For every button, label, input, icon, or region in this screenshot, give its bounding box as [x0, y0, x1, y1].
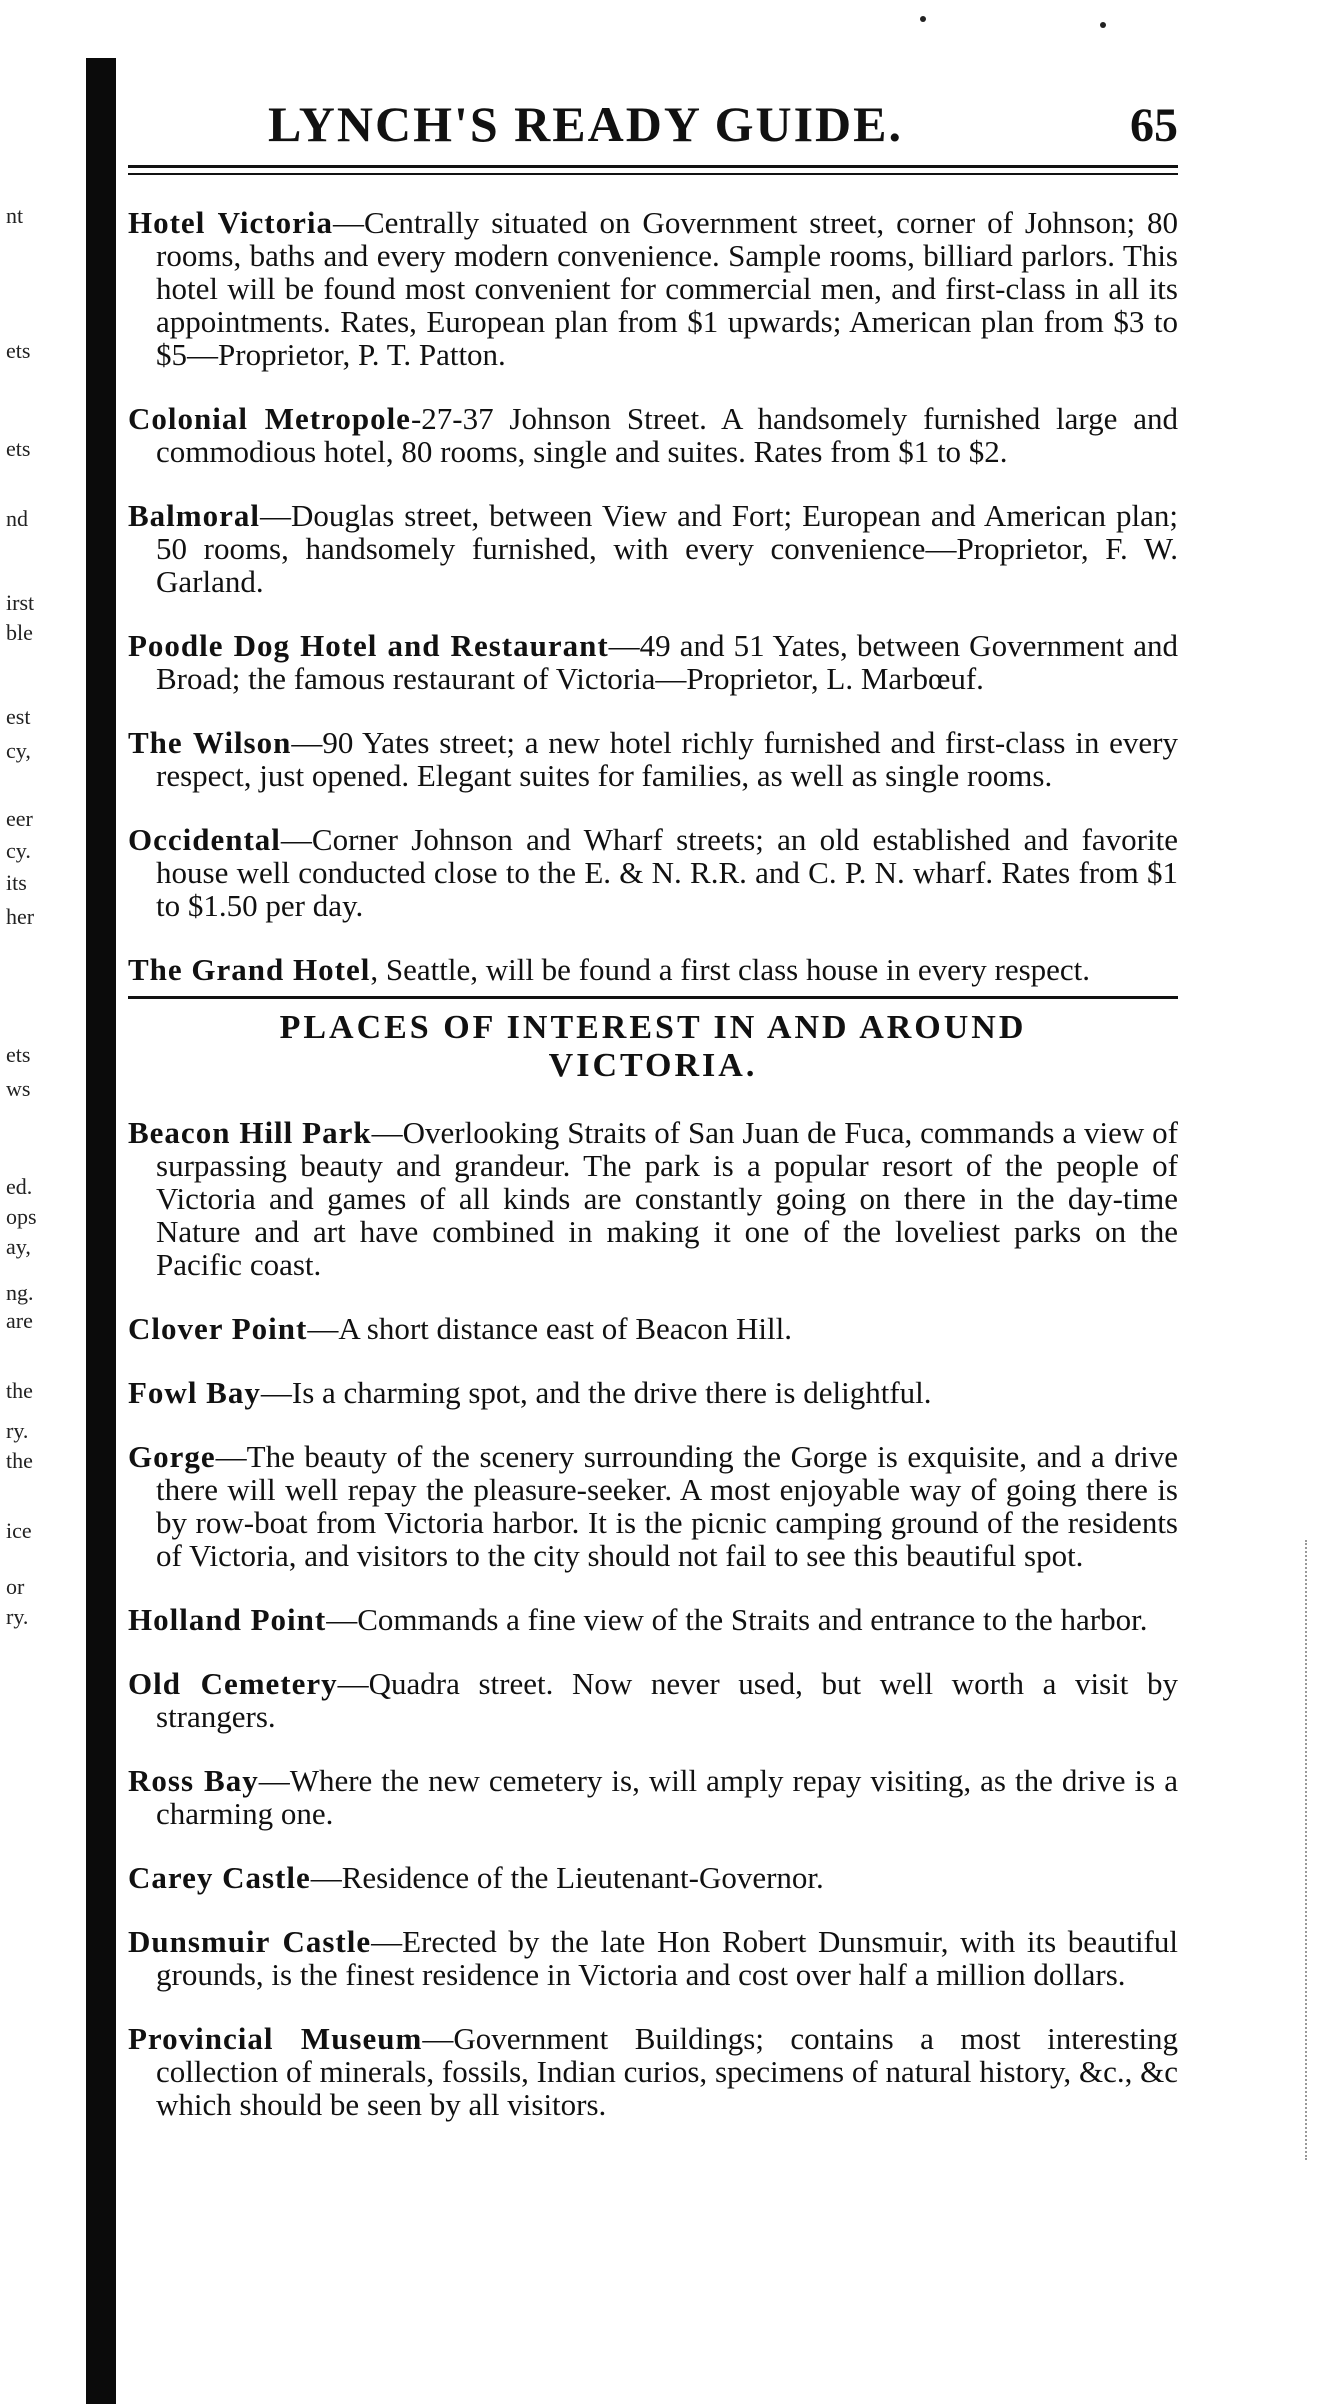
running-header — [128, 95, 1178, 153]
list-item — [128, 726, 1178, 792]
gutter-text: ble — [6, 620, 33, 645]
gutter-text: eer — [6, 806, 33, 831]
places-list — [128, 1116, 1178, 2121]
list-item — [128, 629, 1178, 695]
entry-text: —The beauty of the scenery surrounding the Gorge is exquisite, and a drive there will well repay the pleasure-seeker. A most enjoyable way of going there is by row-boat from Victoria harbor. It is the picnic camping ground of the residents of Victoria, and visitors to the city should not fail to see this beautiful spot. — [156, 1439, 1178, 1573]
entry-text: —90 Yates street; a new hotel richly furnished and first-class in every respect, just opened. Elegant suites for families, as well as single rooms. — [156, 725, 1178, 793]
entry-text: -27-37 Johnson Street. A handsomely furnished large and commodious hotel, 80 rooms, single and suites. Rates from $1 to $2. — [156, 401, 1178, 469]
header-rule — [128, 165, 1178, 168]
list-item — [128, 2022, 1178, 2121]
entry-text: —Is a charming spot, and the drive there is delightful. — [260, 1375, 932, 1410]
entry-text: —Centrally situated on Government street, corner of Johnson; 80 rooms, baths and every modern convenience. Sample rooms, billiard parlors. This hotel will be found most convenient for commercial men, and first-class in all its appointments. Rates, European plan from $1 upwards; American plan from $3 to $5—Proprietor, P. T. Patton. — [156, 205, 1178, 372]
gutter-text: are — [6, 1308, 33, 1333]
gutter-text: ets — [6, 1042, 31, 1067]
margin-marks — [1305, 1540, 1337, 2160]
page-title: LYNCH'S READY GUIDE. — [268, 96, 904, 152]
gutter-text: ops — [6, 1204, 37, 1229]
entry-text: —Erected by the late Hon Robert Dunsmuir, with its beautiful grounds, is the finest residence in Victoria and cost over half a million dollars. — [156, 1924, 1178, 1992]
list-item — [128, 1116, 1178, 1281]
binding-spine — [86, 58, 116, 2404]
page-number: 65 — [1130, 99, 1178, 152]
entry-name: Poodle Dog Hotel and Restaurant — [128, 628, 609, 663]
entry-name: Provincial Museum — [128, 2021, 423, 2056]
gutter-text: ets — [6, 436, 31, 461]
list-item — [128, 1925, 1178, 1991]
list-item — [128, 206, 1178, 371]
gutter-text: ws — [6, 1076, 31, 1101]
section-heading — [128, 1009, 1178, 1085]
section-heading-line: PLACES OF INTEREST IN AND AROUND — [279, 1009, 1027, 1046]
list-item — [128, 499, 1178, 598]
entry-name: Occidental — [128, 822, 281, 857]
gutter-text: its — [6, 870, 27, 895]
entry-name: Fowl Bay — [128, 1375, 261, 1410]
entry-name: Clover Point — [128, 1311, 308, 1346]
entry-text: —Douglas street, between View and Fort; European and American plan; 50 rooms, handsomely furnished, with every convenience—Proprietor, F. W. Garland. — [156, 498, 1178, 599]
gutter-text: ets — [6, 338, 31, 363]
gutter-text: ed. — [6, 1174, 33, 1199]
entry-name: Beacon Hill Park — [128, 1115, 372, 1150]
gutter-text: or — [6, 1574, 25, 1599]
list-item — [128, 1861, 1178, 1894]
entry-text: —A short distance east of Beacon Hill. — [307, 1311, 793, 1346]
gutter-text: the — [6, 1378, 33, 1403]
page — [128, 95, 1178, 2131]
entry-name: Ross Bay — [128, 1763, 259, 1798]
entry-name: Hotel Victoria — [128, 205, 333, 240]
entry-text: —Government Buildings; contains a most interesting collection of minerals, fossils, Indian curios, specimens of natural history, &c., &c which should be seen by all visitors. — [156, 2021, 1178, 2122]
entry-name: Old Cemetery — [128, 1666, 338, 1701]
gutter-text: cy, — [6, 738, 31, 763]
section-rule — [128, 996, 1178, 999]
entry-text: , Seattle, will be found a first class house in every respect. — [370, 952, 1091, 987]
entry-name: Holland Point — [128, 1602, 327, 1637]
entry-text: —Corner Johnson and Wharf streets; an old established and favorite house well conducted close to the E. & N. R.R. and C. P. N. wharf. Rates from $1 to $1.50 per day. — [156, 822, 1178, 923]
entry-name: The Grand Hotel — [128, 952, 371, 987]
entry-text: —Where the new cemetery is, will amply repay visiting, as the drive is a charming one. — [156, 1763, 1178, 1831]
entry-name: Carey Castle — [128, 1860, 311, 1895]
gutter-text: est — [6, 704, 31, 729]
gutter-text: the — [6, 1448, 33, 1473]
list-item — [128, 1764, 1178, 1830]
entry-name: Gorge — [128, 1439, 216, 1474]
entry-name: Balmoral — [128, 498, 260, 533]
list-item — [128, 953, 1178, 986]
list-item — [128, 1603, 1178, 1636]
gutter-text: nt — [6, 203, 24, 228]
list-item — [128, 1667, 1178, 1733]
list-item — [128, 1440, 1178, 1572]
entry-text: —Quadra street. Now never used, but well worth a visit by strangers. — [156, 1666, 1178, 1734]
ink-speck — [920, 16, 926, 22]
entry-text: —Residence of the Lieutenant-Governor. — [310, 1860, 824, 1895]
gutter-text: irst — [6, 590, 35, 615]
list-item — [128, 1312, 1178, 1345]
entry-name: Dunsmuir Castle — [128, 1924, 372, 1959]
entry-name: Colonial Metropole — [128, 401, 411, 436]
section-heading-line: VICTORIA. — [548, 1047, 758, 1084]
gutter-text: ice — [6, 1518, 32, 1543]
gutter-text: cy. — [6, 838, 31, 863]
list-item — [128, 823, 1178, 922]
list-item — [128, 402, 1178, 468]
gutter-text: ay, — [6, 1234, 31, 1259]
gutter-text: her — [6, 904, 35, 929]
ink-speck — [1100, 22, 1106, 28]
gutter-text: ry. — [6, 1418, 29, 1443]
entry-name: The Wilson — [128, 725, 292, 760]
entry-text: —Commands a fine view of the Straits and entrance to the harbor. — [326, 1602, 1148, 1637]
entry-text: —Overlooking Straits of San Juan de Fuca, commands a view of surpassing beauty and grandeur. The park is a popular resort of the people of Victoria and games of all kinds are constantly going on there in the day-time Nature and art have combined in making it one of the loveliest parks on the Pacific coast. — [156, 1115, 1178, 1282]
gutter-text: ry. — [6, 1604, 29, 1629]
header-rule — [128, 173, 1178, 175]
gutter-text: nd — [6, 506, 28, 531]
hotel-list — [128, 206, 1178, 986]
gutter-text: ng. — [6, 1280, 34, 1305]
entry-text: —49 and 51 Yates, between Government and Broad; the famous restaurant of Victoria—Proprietor, L. Marbœuf. — [156, 628, 1178, 696]
list-item — [128, 1376, 1178, 1409]
